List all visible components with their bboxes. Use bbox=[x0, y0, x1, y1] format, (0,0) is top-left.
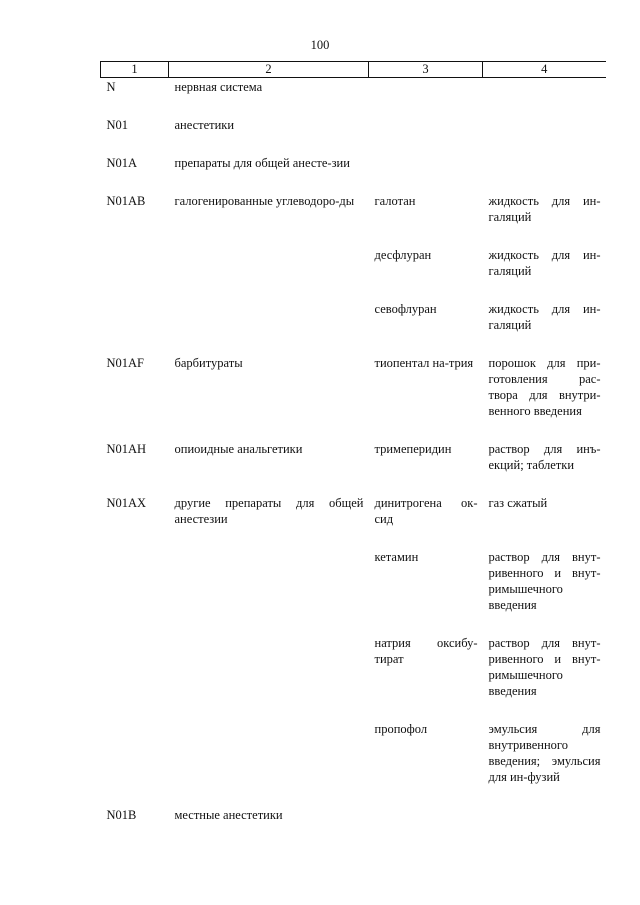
atc-code-cell: N01B bbox=[106, 808, 137, 822]
dosage-form-cell: жидкость для ин-галяций bbox=[488, 248, 601, 278]
drug-name-cell: тримеперидин bbox=[374, 442, 452, 456]
drug-name-cell: севофлуран bbox=[374, 302, 437, 316]
atc-code-cell: N01 bbox=[106, 118, 129, 132]
table-row bbox=[101, 193, 606, 247]
atc-code-cell bbox=[101, 635, 169, 721]
table-row bbox=[101, 495, 606, 549]
dosage-form-cell: жидкость для ин-галяций bbox=[488, 194, 601, 224]
group-name-cell bbox=[169, 635, 369, 721]
page-number: 100 bbox=[310, 38, 330, 52]
group-name-cell: галогенированные углеводоро-ды bbox=[174, 194, 355, 208]
group-name-cell: препараты для общей анесте-зии bbox=[174, 156, 350, 170]
table-row bbox=[101, 441, 606, 495]
dosage-form-cell: раствор для внут-ривенного и внут-римышечного введения bbox=[488, 636, 601, 698]
atc-code-cell: N bbox=[106, 80, 116, 94]
table-row bbox=[101, 807, 606, 845]
table-row bbox=[101, 155, 606, 193]
atc-code-cell: N01AX bbox=[106, 496, 147, 510]
group-name-cell: опиоидные анальгетики bbox=[174, 442, 303, 456]
group-name-cell: местные анестетики bbox=[174, 808, 283, 822]
drug-name-cell bbox=[369, 117, 483, 155]
dosage-form-cell: эмульсия для внутривенного введения; эмульсия для ин-фузий bbox=[488, 722, 601, 784]
drug-name-cell: пропофол bbox=[374, 722, 428, 736]
group-name-cell bbox=[169, 301, 369, 355]
drug-name-cell: динитрогена ок-сид bbox=[374, 496, 478, 526]
atc-code-cell bbox=[101, 549, 169, 635]
drug-name-cell bbox=[369, 155, 483, 193]
drug-name-cell: галотан bbox=[374, 194, 416, 208]
table-row bbox=[101, 117, 606, 155]
column-header-1: 1 bbox=[101, 62, 169, 78]
group-name-cell bbox=[169, 549, 369, 635]
group-name-cell bbox=[169, 721, 369, 807]
table-row bbox=[101, 247, 606, 301]
drug-name-cell: тиопентал на-трия bbox=[374, 356, 474, 370]
atc-code-cell: N01A bbox=[106, 156, 138, 170]
header-row bbox=[101, 62, 606, 78]
atc-code-cell bbox=[101, 721, 169, 807]
dosage-form-cell bbox=[483, 78, 606, 118]
dosage-form-cell: раствор для внут-ривенного и внут-римышечного введения bbox=[488, 550, 601, 612]
table-row bbox=[101, 78, 606, 118]
drug-table bbox=[100, 61, 606, 845]
dosage-form-cell: газ сжатый bbox=[488, 496, 548, 510]
drug-name-cell bbox=[369, 78, 483, 118]
column-header-3: 3 bbox=[369, 62, 483, 78]
dosage-form-cell: порошок для при-готовления рас-твора для внутри-венного введения bbox=[488, 356, 601, 418]
table-body bbox=[101, 78, 606, 846]
dosage-form-cell: жидкость для ин-галяций bbox=[488, 302, 601, 332]
drug-name-cell: десфлуран bbox=[374, 248, 432, 262]
drug-name-cell bbox=[369, 807, 483, 845]
dosage-form-cell bbox=[483, 807, 606, 845]
atc-code-cell: N01AH bbox=[106, 442, 147, 456]
dosage-form-cell: раствор для инъ-екций; таблетки bbox=[488, 442, 601, 472]
atc-code-cell bbox=[101, 247, 169, 301]
table-row bbox=[101, 355, 606, 441]
group-name-cell: барбитураты bbox=[174, 356, 243, 370]
table-row bbox=[101, 721, 606, 807]
table-row bbox=[101, 301, 606, 355]
group-name-cell bbox=[169, 247, 369, 301]
atc-code-cell: N01AF bbox=[106, 356, 145, 370]
table-row bbox=[101, 635, 606, 721]
drug-name-cell: кетамин bbox=[374, 550, 419, 564]
drug-name-cell: натрия оксибу-тират bbox=[374, 636, 478, 666]
group-name-cell: анестетики bbox=[174, 118, 235, 132]
dosage-form-cell bbox=[483, 155, 606, 193]
column-header-4: 4 bbox=[483, 62, 606, 78]
atc-code-cell bbox=[101, 301, 169, 355]
atc-code-cell: N01AB bbox=[106, 194, 146, 208]
column-header-2: 2 bbox=[169, 62, 369, 78]
group-name-cell: другие препараты для общей анестезии bbox=[174, 496, 364, 526]
dosage-form-cell bbox=[483, 117, 606, 155]
group-name-cell: нервная система bbox=[174, 80, 263, 94]
table-row bbox=[101, 549, 606, 635]
